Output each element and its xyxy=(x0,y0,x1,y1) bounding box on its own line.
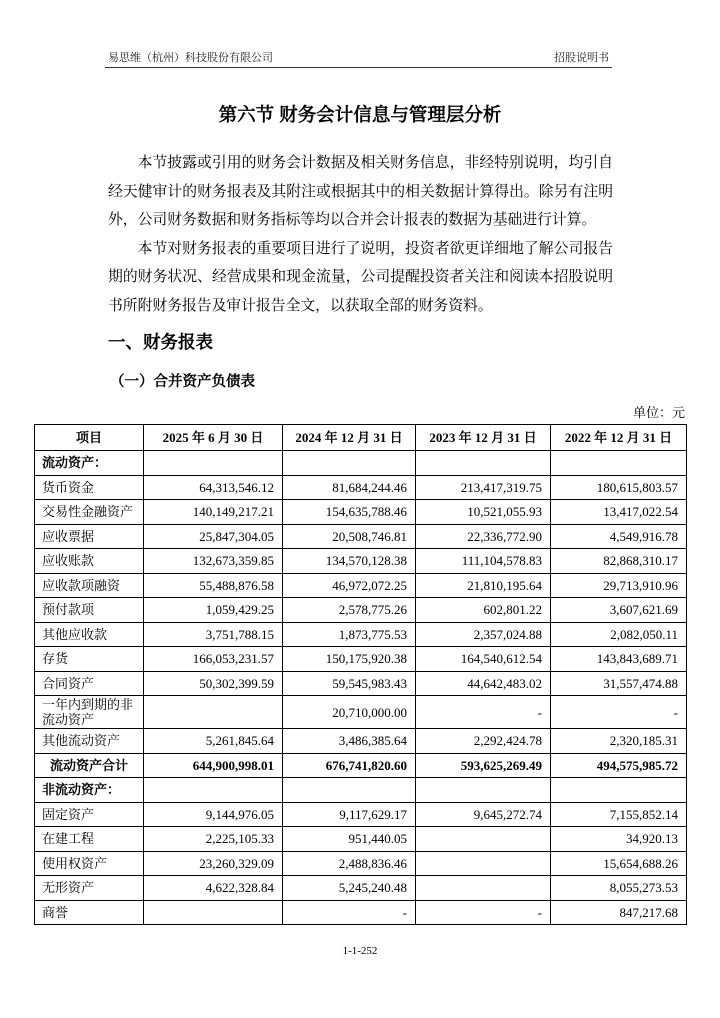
table-row xyxy=(35,827,687,852)
row-label: 无形资产 xyxy=(35,876,144,901)
value-cell: 3,751,788.15 xyxy=(144,622,283,647)
section-row xyxy=(35,451,687,476)
value-cell: 8,055,273.53 xyxy=(551,876,687,901)
value-cell: 143,843,689.71 xyxy=(551,647,687,672)
value-cell: 2,292,424.78 xyxy=(416,729,551,754)
table-row xyxy=(35,851,687,876)
value-cell: 1,873,775.53 xyxy=(283,622,416,647)
value-cell: 21,810,195.64 xyxy=(416,573,551,598)
column-header-date: 2025 年 6 月 30 日 xyxy=(144,425,283,451)
value-cell: 9,645,272.74 xyxy=(416,802,551,827)
row-label: 应收款项融资 xyxy=(35,573,144,598)
value-cell: 50,302,399.59 xyxy=(144,671,283,696)
value-cell: 46,972,072.25 xyxy=(283,573,416,598)
value-cell: 134,570,128.38 xyxy=(283,549,416,574)
row-label: 其他流动资产 xyxy=(35,729,144,754)
row-label: 流动资产合计 xyxy=(35,753,144,778)
unit-label: 单位：元 xyxy=(632,405,685,420)
value-cell: 2,488,836.46 xyxy=(283,851,416,876)
column-header-date: 2023 年 12 月 31 日 xyxy=(416,425,551,451)
subsection-heading: （一）合并资产负债表 xyxy=(110,374,255,390)
value-cell: 2,578,775.26 xyxy=(283,598,416,623)
value-cell: 81,684,244.46 xyxy=(283,475,416,500)
value-cell: 5,261,845.64 xyxy=(144,729,283,754)
value-cell: 166,053,231.57 xyxy=(144,647,283,672)
table-row xyxy=(35,524,687,549)
balance-sheet-table xyxy=(34,424,687,925)
value-cell: 1,059,429.25 xyxy=(144,598,283,623)
table-row xyxy=(35,500,687,525)
row-label: 商誉 xyxy=(35,900,144,925)
value-cell xyxy=(144,451,283,476)
section-row xyxy=(35,778,687,803)
value-cell: 15,654,688.26 xyxy=(551,851,687,876)
value-cell: 593,625,269.49 xyxy=(416,753,551,778)
row-label: 存货 xyxy=(35,647,144,672)
table-row xyxy=(35,900,687,925)
table-row xyxy=(35,671,687,696)
section-title: 第六节 财务会计信息与管理层分析 xyxy=(218,104,502,125)
value-cell: 2,320,185.31 xyxy=(551,729,687,754)
table-header-row xyxy=(35,425,687,451)
row-label: 非流动资产： xyxy=(35,778,144,803)
value-cell: 31,557,474.88 xyxy=(551,671,687,696)
value-cell xyxy=(551,451,687,476)
row-label: 预付款项 xyxy=(35,598,144,623)
row-label: 流动资产： xyxy=(35,451,144,476)
value-cell xyxy=(551,778,687,803)
value-cell: - xyxy=(416,696,551,729)
value-cell: 164,540,612.54 xyxy=(416,647,551,672)
document-title: 招股说明书 xyxy=(554,52,609,64)
table-row xyxy=(35,647,687,672)
value-cell: 676,741,820.60 xyxy=(283,753,416,778)
value-cell: 951,440.05 xyxy=(283,827,416,852)
table-row xyxy=(35,729,687,754)
row-label: 使用权资产 xyxy=(35,851,144,876)
column-header-item: 项目 xyxy=(35,425,144,451)
value-cell xyxy=(144,696,283,729)
column-header-date: 2024 年 12 月 31 日 xyxy=(283,425,416,451)
value-cell: 44,642,483.02 xyxy=(416,671,551,696)
value-cell: 55,488,876.58 xyxy=(144,573,283,598)
intro-text xyxy=(108,149,613,320)
section-heading: 一、财务报表 xyxy=(108,332,213,352)
value-cell xyxy=(144,900,283,925)
value-cell: 20,508,746.81 xyxy=(283,524,416,549)
value-cell: 29,713,910.96 xyxy=(551,573,687,598)
table-row xyxy=(35,802,687,827)
value-cell: 3,486,385.64 xyxy=(283,729,416,754)
value-cell: 140,149,217.21 xyxy=(144,500,283,525)
value-cell: - xyxy=(416,900,551,925)
page-number: 1-1-252 xyxy=(342,945,378,957)
row-label: 交易性金融资产 xyxy=(35,500,144,525)
table-row xyxy=(35,598,687,623)
table-row xyxy=(35,622,687,647)
row-label: 一年内到期的非流动资产 xyxy=(35,696,144,729)
column-header-date: 2022 年 12 月 31 日 xyxy=(551,425,687,451)
balance-sheet-body xyxy=(35,451,687,925)
value-cell: 20,710,000.00 xyxy=(283,696,416,729)
value-cell: 132,673,359.85 xyxy=(144,549,283,574)
value-cell: 644,900,998.01 xyxy=(144,753,283,778)
row-label: 合同资产 xyxy=(35,671,144,696)
value-cell: 4,549,916.78 xyxy=(551,524,687,549)
row-label: 应收账款 xyxy=(35,549,144,574)
row-label: 固定资产 xyxy=(35,802,144,827)
value-cell xyxy=(416,851,551,876)
value-cell: 7,155,852.14 xyxy=(551,802,687,827)
value-cell: 847,217.68 xyxy=(551,900,687,925)
row-label: 在建工程 xyxy=(35,827,144,852)
value-cell: 494,575,985.72 xyxy=(551,753,687,778)
value-cell xyxy=(416,451,551,476)
value-cell xyxy=(416,827,551,852)
value-cell xyxy=(283,778,416,803)
table-row xyxy=(35,475,687,500)
company-name: 易思维（杭州）科技股份有限公司 xyxy=(108,52,273,64)
value-cell: 602,801.22 xyxy=(416,598,551,623)
value-cell: 150,175,920.38 xyxy=(283,647,416,672)
value-cell xyxy=(416,876,551,901)
row-label: 应收票据 xyxy=(35,524,144,549)
table-row xyxy=(35,573,687,598)
value-cell: 2,357,024.88 xyxy=(416,622,551,647)
value-cell xyxy=(283,451,416,476)
value-cell: 4,622,328.84 xyxy=(144,876,283,901)
value-cell: 154,635,788.46 xyxy=(283,500,416,525)
value-cell: 3,607,621.69 xyxy=(551,598,687,623)
value-cell: 2,082,050.11 xyxy=(551,622,687,647)
value-cell: 82,868,310.17 xyxy=(551,549,687,574)
value-cell: 9,117,629.17 xyxy=(283,802,416,827)
row-label: 其他应收款 xyxy=(35,622,144,647)
value-cell: 2,225,105.33 xyxy=(144,827,283,852)
value-cell: 180,615,803.57 xyxy=(551,475,687,500)
table-row xyxy=(35,876,687,901)
total-row xyxy=(35,753,687,778)
row-label: 货币资金 xyxy=(35,475,144,500)
value-cell: 9,144,976.05 xyxy=(144,802,283,827)
value-cell: 64,313,546.12 xyxy=(144,475,283,500)
table-row xyxy=(35,549,687,574)
value-cell: - xyxy=(283,900,416,925)
table-row xyxy=(35,696,687,729)
value-cell: 10,521,055.93 xyxy=(416,500,551,525)
value-cell: - xyxy=(551,696,687,729)
value-cell xyxy=(144,778,283,803)
intro-paragraph: 本节对财务报表的重要项目进行了说明，投资者欲更详细地了解公司报告期的财务状况、经营成果和现金流量，公司提醒投资者关注和阅读本招股说明书所附财务报告及审计报告全文，以获取全部的财务资料。 xyxy=(108,240,613,314)
value-cell: 5,245,240.48 xyxy=(283,876,416,901)
value-cell xyxy=(416,778,551,803)
intro-paragraph: 本节披露或引用的财务会计数据及相关财务信息，非经特别说明，均引自经天健审计的财务报表及其附注或根据其中的相关数据计算得出。除另有注明外，公司财务数据和财务指标等均以合并会计报表的数据为基础进行计算。 xyxy=(108,155,613,228)
value-cell: 25,847,304.05 xyxy=(144,524,283,549)
value-cell: 13,417,022.54 xyxy=(551,500,687,525)
value-cell: 213,417,319.75 xyxy=(416,475,551,500)
value-cell: 22,336,772.90 xyxy=(416,524,551,549)
value-cell: 23,260,329.09 xyxy=(144,851,283,876)
value-cell: 34,920.13 xyxy=(551,827,687,852)
value-cell: 59,545,983.43 xyxy=(283,671,416,696)
value-cell: 111,104,578.83 xyxy=(416,549,551,574)
